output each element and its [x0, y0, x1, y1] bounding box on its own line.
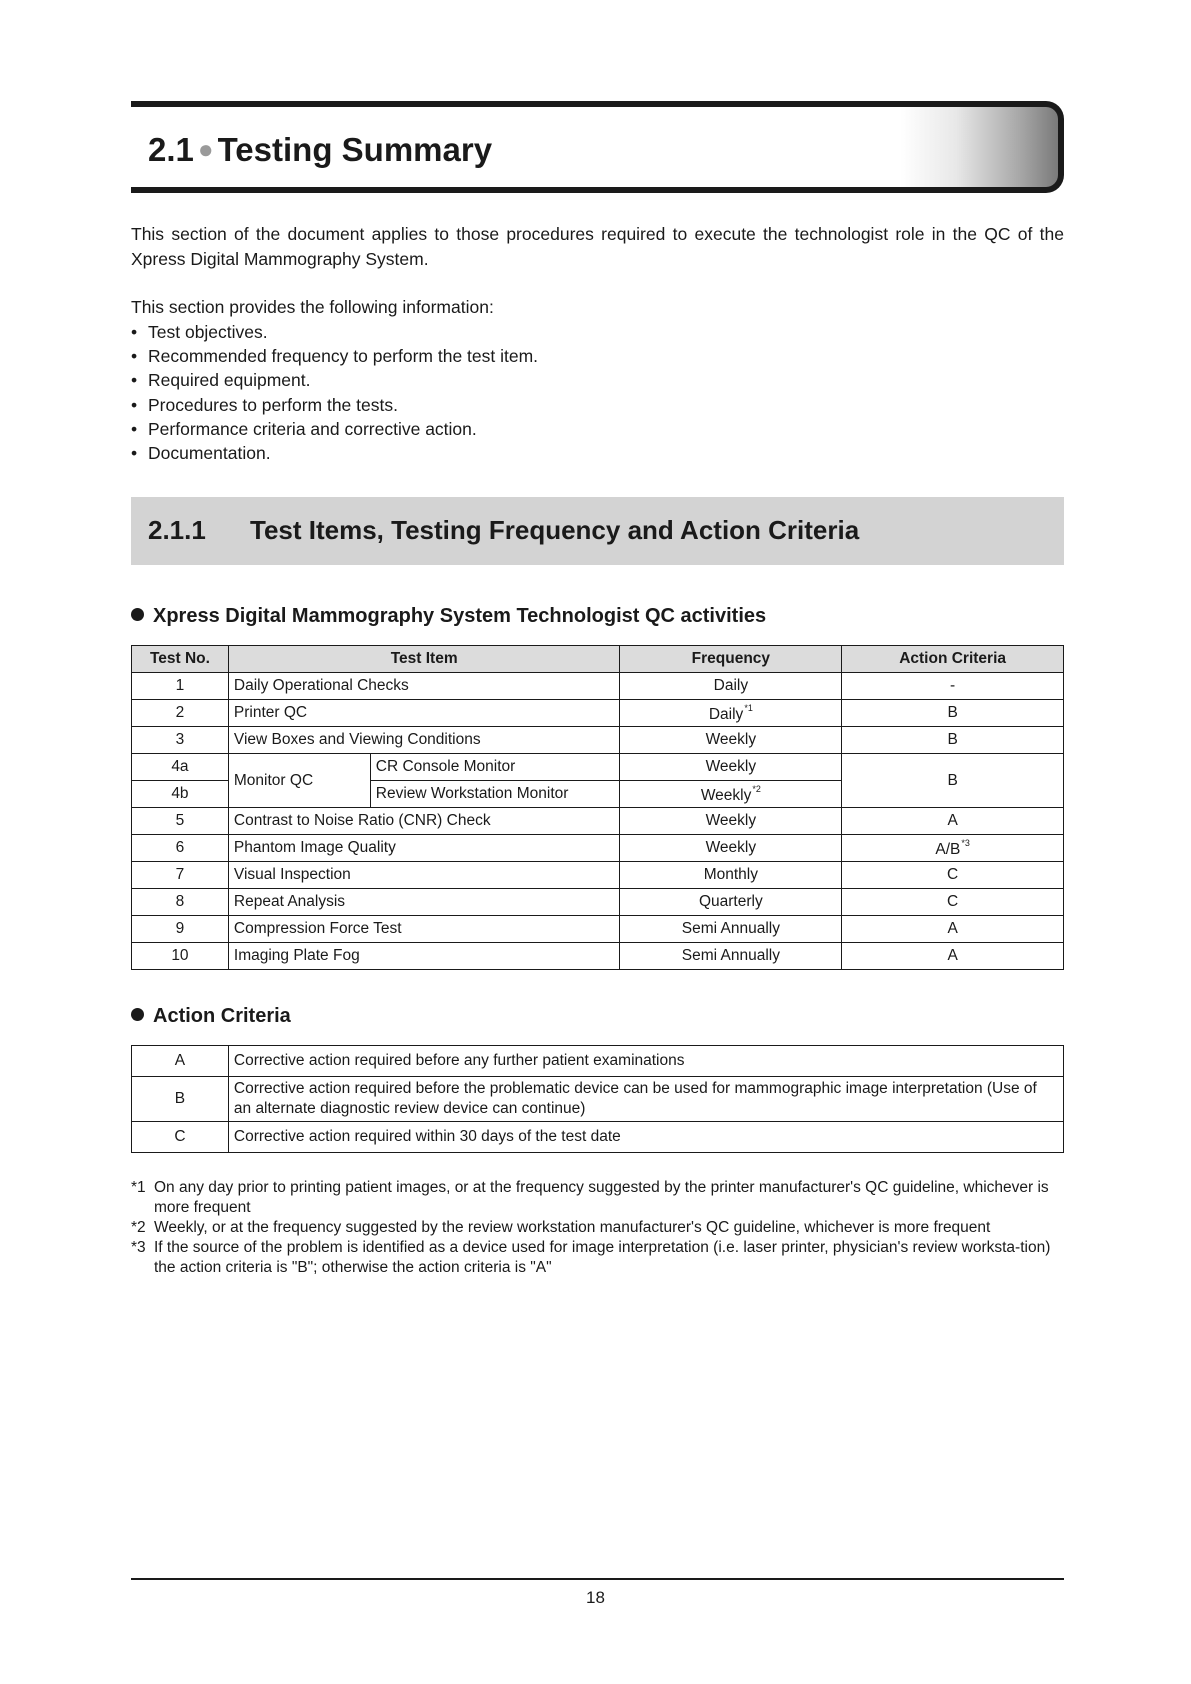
- table-row: [132, 889, 1064, 916]
- intro-bullet-list: [131, 320, 538, 465]
- action-criteria: $A/B^{*3}$: [842, 835, 1064, 862]
- intro-lead: This section provides the following information:: [131, 297, 494, 317]
- footnote: *1 On any day prior to printing patient images, or at the frequency suggested by the printer manufacturer's QC guideline, whichever is more frequent: [131, 1179, 1049, 1216]
- frequency: Weekly: [620, 808, 842, 835]
- footnote: *3 If the source of the problem is identified as a device used for image interpretation (i.e. laser printer, physician's review worksta-tion) the action criteria is "B"; otherwise the action criteria is "A": [131, 1239, 1051, 1276]
- action-criteria: -: [842, 673, 1064, 700]
- list-item: • Recommended frequency to perform the test item.: [131, 346, 539, 367]
- table-row: [132, 1046, 1064, 1077]
- action-criteria: B: [842, 700, 1064, 727]
- table-row: [132, 943, 1064, 970]
- test-item: Contrast to Noise Ratio (CNR) Check: [228, 808, 620, 835]
- page-number: 18: [586, 1588, 605, 1607]
- frequency: Semi Annually: [620, 916, 842, 943]
- frequency: Weekly: [620, 754, 842, 781]
- test-no: 4b: [132, 781, 229, 808]
- bullet-dot-icon: ●: [197, 134, 214, 164]
- criteria-text: Corrective action required within 30 days of the test date: [228, 1122, 1063, 1153]
- test-item: Repeat Analysis: [228, 889, 620, 916]
- criteria-code: B: [132, 1077, 229, 1122]
- footnote-ref: *2: [752, 783, 761, 794]
- footer-divider: [131, 1578, 1064, 1580]
- action-criteria-heading: Action Criteria: [131, 1005, 291, 1028]
- list-item: • Test objectives.: [131, 322, 268, 342]
- frequency: Weekly: [620, 835, 842, 862]
- column-header: Test Item: [228, 646, 620, 673]
- criteria-text: Corrective action required before the problematic device can be used for mammographic image interpretation (Use of an alternate diagnostic review device can continue): [228, 1077, 1063, 1122]
- frequency: Daily: [620, 673, 842, 700]
- list-item: • Performance criteria and corrective action.: [131, 418, 477, 439]
- section-header: [131, 101, 1064, 193]
- table-row: [132, 862, 1064, 889]
- action-criteria: A: [842, 916, 1064, 943]
- test-no: 10: [132, 943, 229, 970]
- action-criteria: A: [842, 808, 1064, 835]
- criteria-code: A: [132, 1046, 229, 1077]
- section-title: [148, 131, 492, 169]
- footnote-ref: *3: [961, 837, 970, 848]
- section-title-text: Testing Summary: [217, 131, 493, 168]
- table-row: [132, 727, 1064, 754]
- criteria-text: Corrective action required before any further patient examinations: [228, 1046, 1063, 1077]
- table-row: [132, 700, 1064, 727]
- table-row: [132, 1122, 1064, 1153]
- subsection-number: 2.1.1: [148, 515, 206, 545]
- footnote-ref: *1: [744, 702, 753, 713]
- action-criteria: C: [842, 862, 1064, 889]
- table-row: [132, 808, 1064, 835]
- test-no: 5: [132, 808, 229, 835]
- frequency: Monthly: [620, 862, 842, 889]
- table-row: [132, 916, 1064, 943]
- table-row: [132, 1077, 1064, 1122]
- test-no: 9: [132, 916, 229, 943]
- frequency: Weekly: [620, 727, 842, 754]
- list-item: • Procedures to perform the tests.: [131, 394, 398, 415]
- test-item: CR Console Monitor: [370, 754, 620, 781]
- test-item: Visual Inspection: [228, 862, 620, 889]
- action-criteria: C: [842, 889, 1064, 916]
- test-no: 1: [132, 673, 229, 700]
- table-row: [132, 835, 1064, 862]
- bullet-dot-icon: [131, 1008, 144, 1021]
- criteria-code: C: [132, 1122, 229, 1153]
- test-no: 2: [132, 700, 229, 727]
- test-no: 7: [132, 862, 229, 889]
- column-header: Test No.: [132, 646, 229, 673]
- subsection-header: [131, 497, 1064, 565]
- table-row: [132, 673, 1064, 700]
- frequency: Quarterly: [620, 889, 842, 916]
- bullet-dot-icon: [131, 608, 144, 621]
- test-item: Review Workstation Monitor: [370, 781, 620, 808]
- action-criteria: B: [842, 754, 1064, 808]
- footnotes: [131, 1178, 1064, 1278]
- subsection-title: Test Items, Testing Frequency and Action Criteria: [250, 515, 860, 545]
- footnote: *2 Weekly, or at the frequency suggested by the review workstation manufacturer's QC guideline, whichever is more frequent: [131, 1219, 991, 1236]
- test-no: 3: [132, 727, 229, 754]
- frequency: Weekly$^{*2}$: [620, 781, 842, 808]
- list-item: • Required equipment.: [131, 370, 311, 391]
- test-no: 6: [132, 835, 229, 862]
- table-header-row: [132, 646, 1064, 673]
- test-item: Phantom Image Quality: [228, 835, 620, 862]
- action-criteria: A: [842, 943, 1064, 970]
- test-item: Imaging Plate Fog: [228, 943, 620, 970]
- qc-table-heading: Xpress Digital Mammography System Technologist QC activities: [131, 605, 766, 628]
- test-no: 4a: [132, 754, 229, 781]
- action-criteria-table: [131, 1045, 1064, 1153]
- test-item: Compression Force Test: [228, 916, 620, 943]
- qc-activities-table: [131, 645, 1064, 970]
- column-header: Action Criteria: [842, 646, 1064, 673]
- intro-paragraph: This section of the document applies to those procedures required to execute the technologist role in the QC of the Xpress Digital Mammography System.: [131, 224, 1064, 269]
- test-no: 8: [132, 889, 229, 916]
- frequency: Daily$^{*1}$: [620, 700, 842, 727]
- column-header: Frequency: [620, 646, 842, 673]
- frequency: Semi Annually: [620, 943, 842, 970]
- list-item: • Documentation.: [131, 443, 271, 464]
- action-criteria: B: [842, 727, 1064, 754]
- test-item: Daily Operational Checks: [228, 673, 620, 700]
- test-item: View Boxes and Viewing Conditions: [228, 727, 620, 754]
- section-number: 2.1: [148, 131, 194, 168]
- test-group: Monitor QC: [228, 754, 370, 808]
- test-item: Printer QC: [228, 700, 620, 727]
- table-row: [132, 754, 1064, 781]
